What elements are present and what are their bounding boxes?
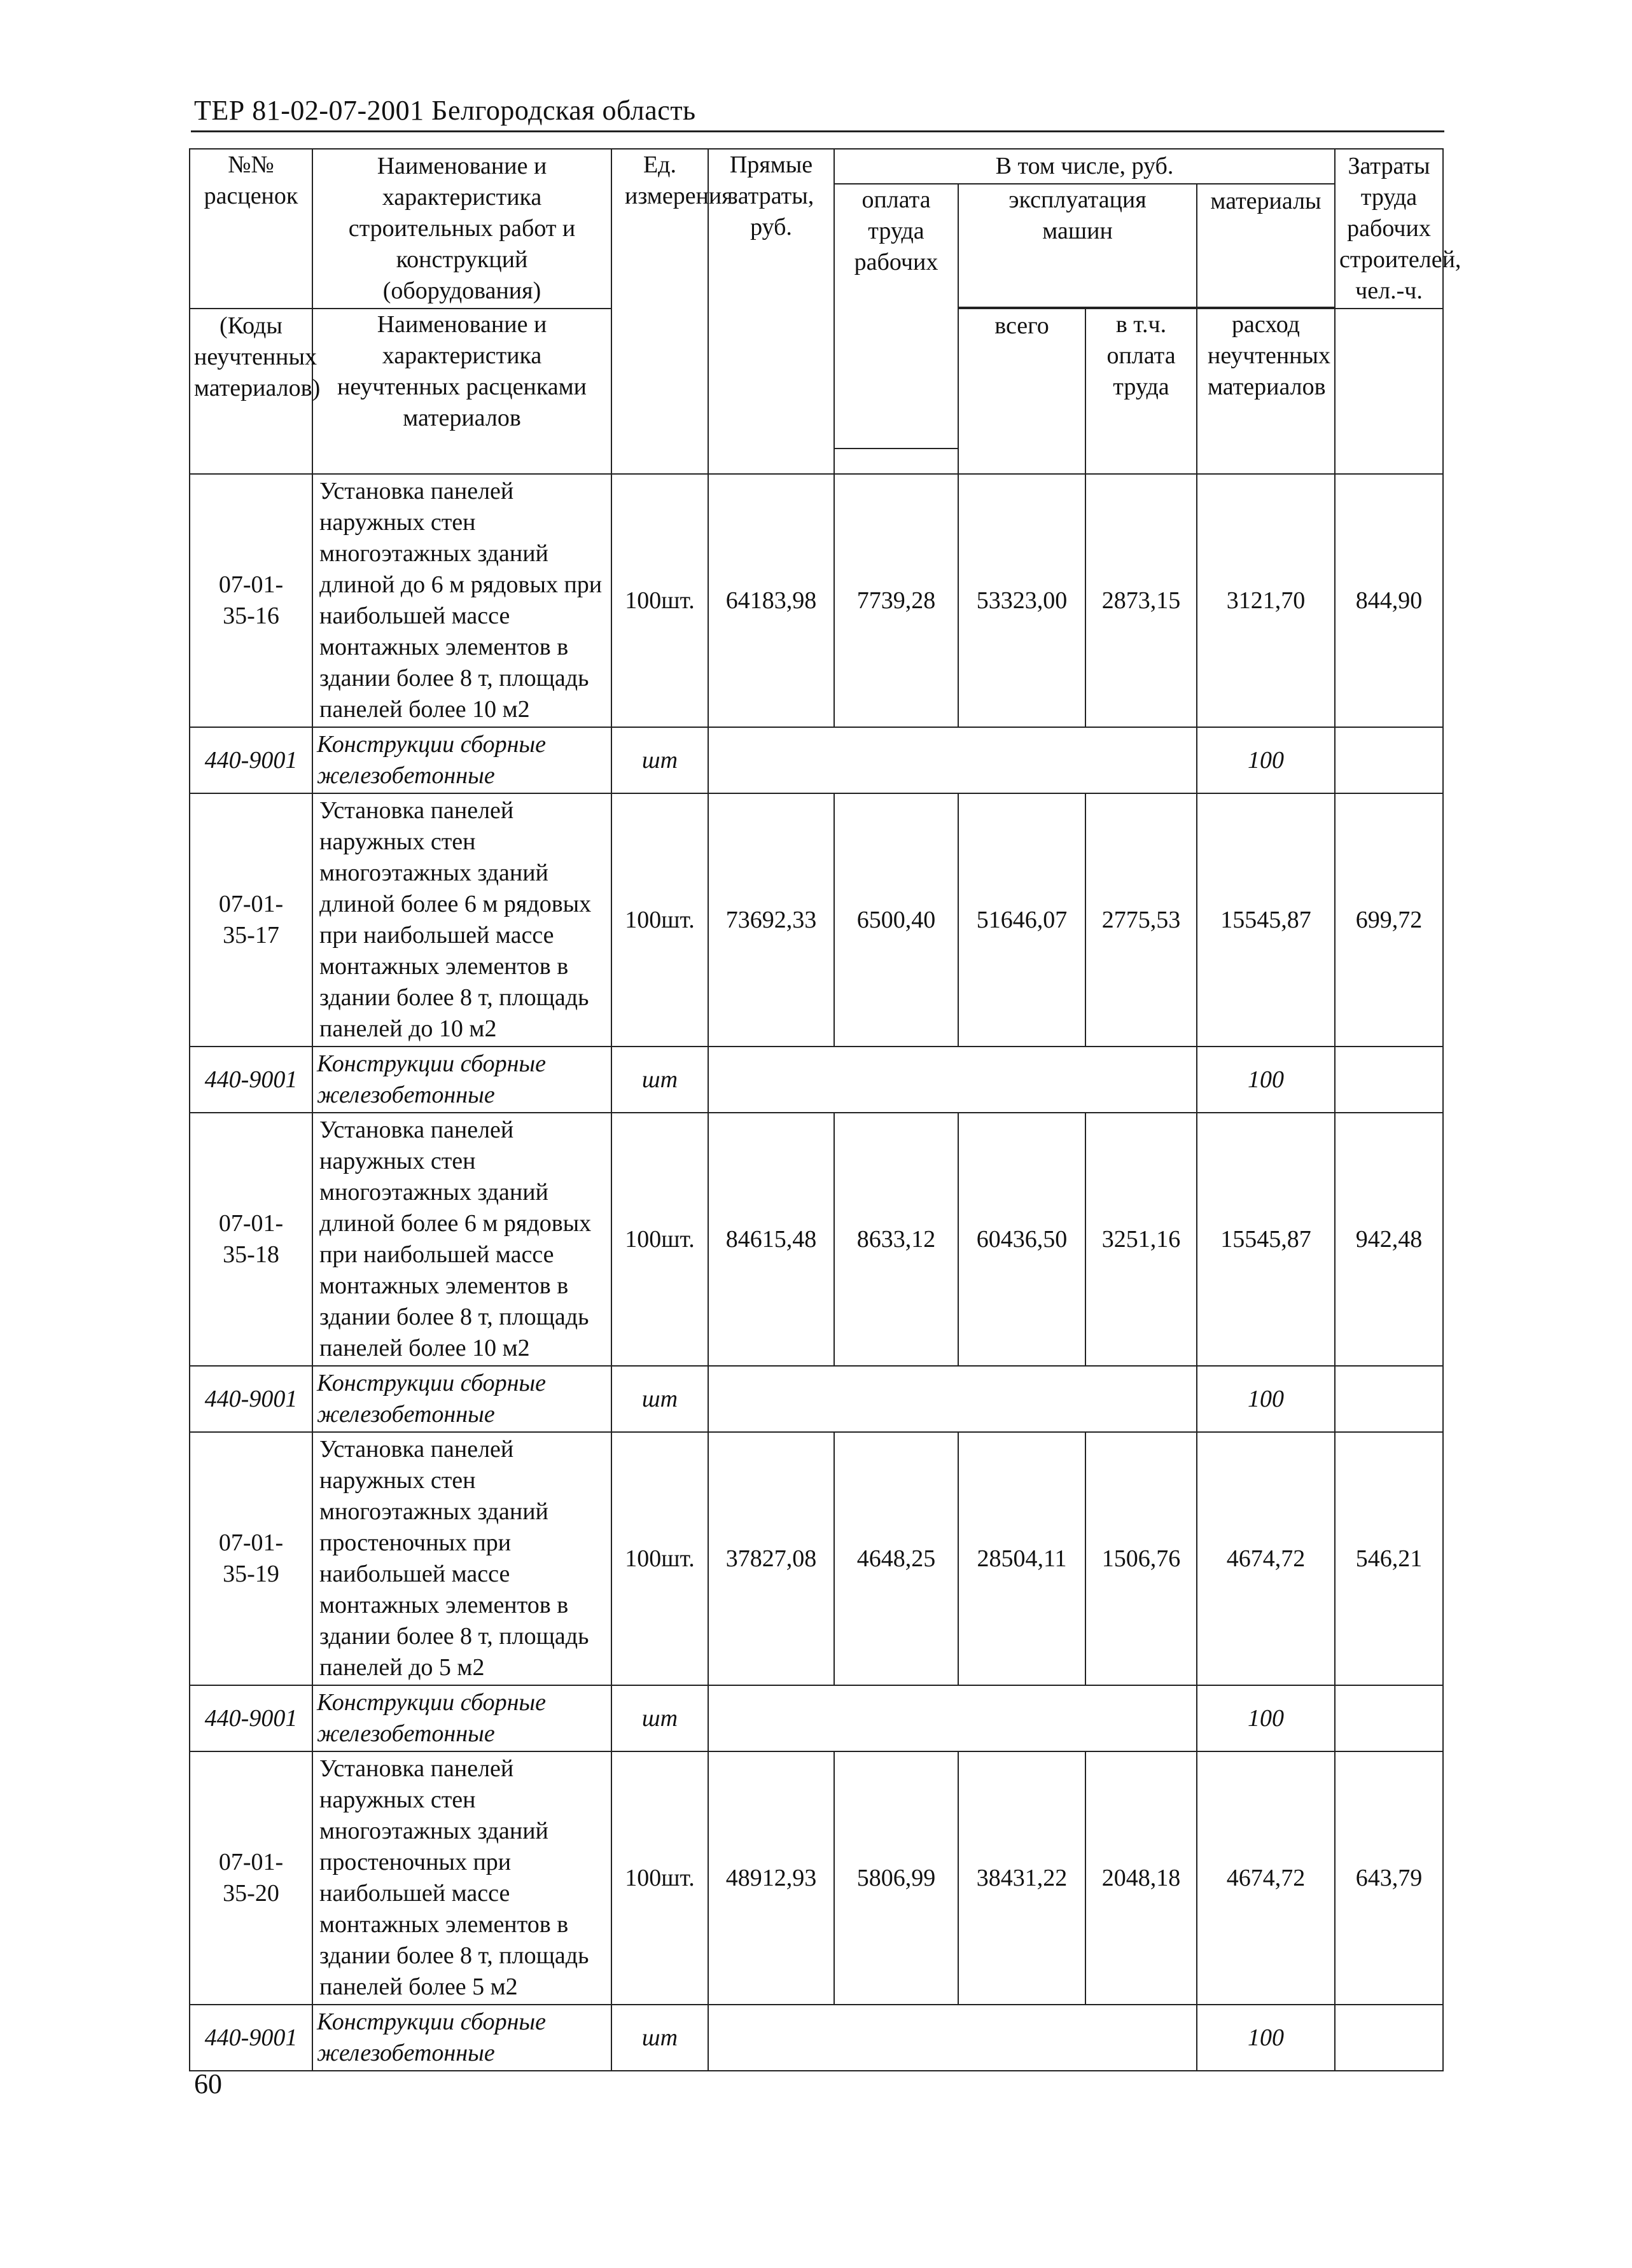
machines-total: 51646,07: [958, 793, 1085, 1047]
materials-cost: 15545,87: [1197, 1113, 1335, 1366]
table-row: [190, 1751, 1443, 2005]
machines-total: 38431,22: [958, 1751, 1085, 2005]
material-row: [190, 2005, 1443, 2071]
rate-code: 07-01-35-19: [190, 1432, 312, 1685]
header-materials: материалы: [1197, 184, 1335, 307]
rate-description: Установка панелей наружных стен многоэтажных зданий простеночных при наибольшей массе монтажных элементов в здании более 8 т, площадь панелей до 5 м2: [312, 1432, 611, 1685]
rate-unit: 100шт.: [611, 1751, 708, 2005]
header-labor-pay: оплата труда рабочих: [834, 184, 958, 449]
direct-costs: 84615,48: [708, 1113, 834, 1366]
material-labor-blank: [1335, 1366, 1443, 1432]
material-unit: шт: [611, 727, 708, 793]
rate-unit: 100шт.: [611, 793, 708, 1047]
material-labor-blank: [1335, 727, 1443, 793]
labor-hours: 942,48: [1335, 1113, 1443, 1366]
header-labor-cost-cont: [1335, 309, 1443, 474]
page-number: 60: [194, 2068, 222, 2099]
labor-hours: 844,90: [1335, 474, 1443, 727]
header-rule: [191, 130, 1444, 132]
rate-unit: 100шт.: [611, 474, 708, 727]
machines-total: 60436,50: [958, 1113, 1085, 1366]
material-quantity: 100: [1197, 727, 1335, 793]
header-machines-labor: в т.ч. оплата труда: [1085, 309, 1197, 474]
rate-unit: 100шт.: [611, 1432, 708, 1685]
materials-cost: 15545,87: [1197, 793, 1335, 1047]
labor-pay: 8633,12: [834, 1113, 958, 1366]
material-labor-blank: [1335, 1685, 1443, 1751]
rate-unit: 100шт.: [611, 1113, 708, 1366]
header-machines: эксплуатация машин: [958, 184, 1197, 307]
material-code: 440-9001: [190, 2005, 312, 2071]
header-materials-sub: расход неучтенных материалов: [1197, 309, 1335, 474]
material-blank: [708, 2005, 1197, 2071]
machines-labor-pay: 2048,18: [1085, 1751, 1197, 2005]
page-header: ТЕР 81-02-07-2001 Белгородская область: [194, 95, 696, 126]
labor-hours: 699,72: [1335, 793, 1443, 1047]
material-quantity: 100: [1197, 1685, 1335, 1751]
rate-description: Установка панелей наружных стен многоэтажных зданий простеночных при наибольшей массе монтажных элементов в здании более 8 т, площадь панелей более 5 м2: [312, 1751, 611, 2005]
material-row: [190, 727, 1443, 793]
machines-labor-pay: 3251,16: [1085, 1113, 1197, 1366]
materials-cost: 4674,72: [1197, 1751, 1335, 2005]
material-unit: шт: [611, 1047, 708, 1113]
materials-cost: 4674,72: [1197, 1432, 1335, 1685]
material-name: Конструкции сборные железобетонные: [312, 727, 611, 793]
rate-description: Установка панелей наружных стен многоэтажных зданий длиной до 6 м рядовых при наибольшей массе монтажных элементов в здании более 8 т, площадь панелей более 10 м2: [312, 474, 611, 727]
header-labor-cost-text: Затраты труда рабочих строителей, чел.-ч.: [1339, 153, 1461, 304]
materials-cost: 3121,70: [1197, 474, 1335, 727]
direct-costs: 64183,98: [708, 474, 834, 727]
material-code: 440-9001: [190, 1366, 312, 1432]
material-unit: шт: [611, 1685, 708, 1751]
material-row: [190, 1366, 1443, 1432]
material-labor-blank: [1335, 1047, 1443, 1113]
rate-code: 07-01-35-16: [190, 474, 312, 727]
labor-pay: 7739,28: [834, 474, 958, 727]
rate-description: Установка панелей наружных стен многоэтажных зданий длиной более 6 м рядовых при наибольшей массе монтажных элементов в здании более 8 т, площадь панелей до 10 м2: [312, 793, 611, 1047]
rate-code: 07-01-35-20: [190, 1751, 312, 2005]
material-name: Конструкции сборные железобетонные: [312, 1366, 611, 1432]
direct-costs: 37827,08: [708, 1432, 834, 1685]
material-blank: [708, 727, 1197, 793]
material-quantity: 100: [1197, 1366, 1335, 1432]
header-rate-no: №№ расценок: [190, 149, 312, 309]
machines-labor-pay: 2873,15: [1085, 474, 1197, 727]
rate-code: 07-01-35-18: [190, 1113, 312, 1366]
material-code: 440-9001: [190, 1047, 312, 1113]
labor-hours: 643,79: [1335, 1751, 1443, 2005]
material-blank: [708, 1366, 1197, 1432]
table-row: [190, 1113, 1443, 1366]
table-row: [190, 1432, 1443, 1685]
table-row: [190, 474, 1443, 727]
machines-total: 53323,00: [958, 474, 1085, 727]
material-labor-blank: [1335, 2005, 1443, 2071]
direct-costs: 48912,93: [708, 1751, 834, 2005]
material-name: Конструкции сборные железобетонные: [312, 2005, 611, 2071]
table-body: [190, 149, 1461, 2071]
labor-pay: 6500,40: [834, 793, 958, 1047]
material-name: Конструкции сборные железобетонные: [312, 1685, 611, 1751]
header-rate-no-sub: (Коды неучтенных материалов): [190, 309, 312, 474]
header-labor-pay-cont: [834, 449, 958, 474]
material-unit: шт: [611, 1366, 708, 1432]
labor-hours: 546,21: [1335, 1432, 1443, 1685]
material-code: 440-9001: [190, 1685, 312, 1751]
material-quantity: 100: [1197, 1047, 1335, 1113]
direct-costs: 73692,33: [708, 793, 834, 1047]
header-name-sub: Наименование и характеристика неучтенных расценками материалов: [312, 309, 611, 474]
table-row: [190, 793, 1443, 1047]
rate-description: Установка панелей наружных стен многоэтажных зданий длиной более 6 м рядовых при наибольшей массе монтажных элементов в здании более 8 т, площадь панелей более 10 м2: [312, 1113, 611, 1366]
material-blank: [708, 1047, 1197, 1113]
material-code: 440-9001: [190, 727, 312, 793]
header-direct: Прямые затраты, руб.: [708, 149, 834, 474]
rates-table: [189, 148, 1461, 2071]
labor-pay: 5806,99: [834, 1751, 958, 2005]
header-name: Наименование и характеристика строительных работ и конструкций (оборудования): [312, 149, 611, 309]
machines-total: 28504,11: [958, 1432, 1085, 1685]
material-unit: шт: [611, 2005, 708, 2071]
material-name: Конструкции сборные железобетонные: [312, 1047, 611, 1113]
machines-labor-pay: 1506,76: [1085, 1432, 1197, 1685]
material-blank: [708, 1685, 1197, 1751]
header-including: В том числе, руб.: [834, 149, 1335, 184]
header-labor-cost: [1335, 149, 1461, 307]
material-row: [190, 1685, 1443, 1751]
labor-pay: 4648,25: [834, 1432, 958, 1685]
material-row: [190, 1047, 1443, 1113]
rate-code: 07-01-35-17: [190, 793, 312, 1047]
header-machines-total: всего: [958, 309, 1085, 474]
material-quantity: 100: [1197, 2005, 1335, 2071]
header-unit: Ед. измерения: [611, 149, 708, 474]
header-row-1: [190, 149, 1443, 184]
machines-labor-pay: 2775,53: [1085, 793, 1197, 1047]
